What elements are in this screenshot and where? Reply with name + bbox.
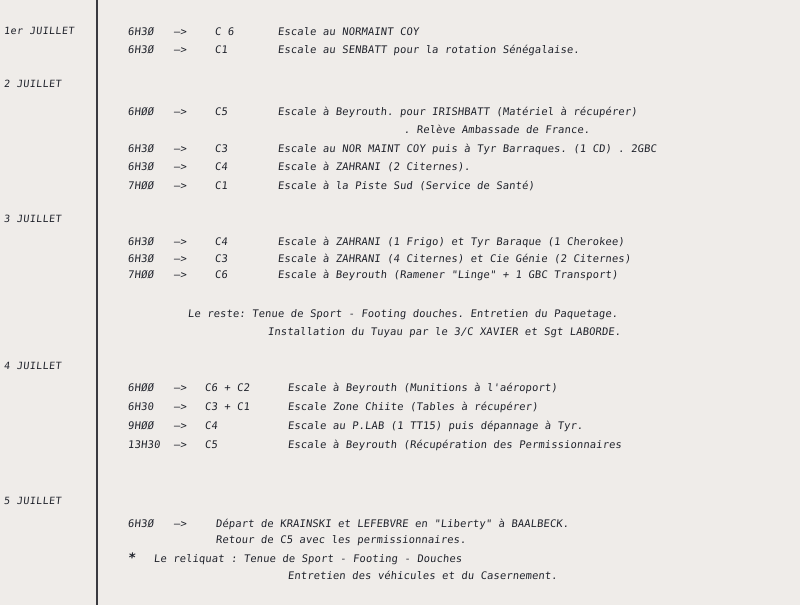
arrow-icon: —>	[173, 143, 188, 155]
day-date: 5 JUILLET	[3, 496, 63, 507]
entry-time: 6HØØ	[127, 106, 155, 118]
entry-unit: C4	[204, 420, 219, 432]
entry-text: Escale à Beyrouth. pour IRISHBATT (Matériel à récupérer)	[277, 106, 639, 118]
entry-unit: C1	[214, 44, 229, 56]
entry-time: 6H3Ø	[127, 26, 155, 38]
entry-unit: C5	[214, 106, 229, 118]
entry-time: 9HØØ	[127, 420, 155, 432]
entry-unit: C1	[214, 180, 229, 192]
arrow-icon: —>	[173, 420, 188, 432]
arrow-icon: —>	[173, 236, 188, 248]
entry-unit: C4	[214, 161, 229, 173]
day-date: 1er JUILLET	[3, 26, 76, 37]
entry-time: 6H3Ø	[127, 143, 155, 155]
entry-text: Escale Zone Chiite (Tables à récupérer)	[287, 401, 540, 413]
entry-unit: C3	[214, 253, 229, 265]
entry-time: 6H3Ø	[127, 518, 155, 530]
entry-text: Départ de KRAINSKI et LEFEBVRE en "Liberty" à BAALBECK.	[215, 518, 570, 530]
entry-text: Escale à ZAHRANI (2 Citernes).	[277, 161, 472, 173]
entry-unit: C6 + C2	[204, 382, 251, 394]
entry-continuation: Retour de C5 avec les permissionnaires.	[215, 534, 468, 546]
entry-time: 6H3Ø	[127, 236, 155, 248]
entry-text: Escale à Beyrouth (Munitions à l'aéroport)	[287, 382, 559, 394]
entry-text: Escale à la Piste Sud (Service de Santé)	[277, 180, 536, 192]
day-date: 2 JUILLET	[3, 79, 63, 90]
entry-text: Escale à ZAHRANI (4 Citernes) et Cie Génie (2 Citernes)	[277, 253, 632, 265]
entry-time: 6HØØ	[127, 382, 155, 394]
day-date: 3 JUILLET	[3, 214, 63, 225]
entry-text: Escale au NORMAINT COY	[277, 26, 420, 38]
arrow-icon: —>	[173, 382, 188, 394]
arrow-icon: —>	[173, 26, 188, 38]
entry-unit: C3 + C1	[204, 401, 251, 413]
margin-line	[96, 0, 98, 605]
entry-text: Escale au SENBATT pour la rotation Sénégalaise.	[277, 44, 581, 56]
entry-time: 6H3Ø	[127, 161, 155, 173]
entry-text: Escale à ZAHRANI (1 Frigo) et Tyr Baraque (1 Cherokee)	[277, 236, 626, 248]
entry-text: Escale à Beyrouth (Récupération des Permissionnaires	[287, 439, 623, 451]
note-line: Entretien des véhicules et du Casernement.	[287, 570, 559, 582]
arrow-icon: —>	[173, 439, 188, 451]
note-line: Le reste: Tenue de Sport - Footing douches. Entretien du Paquetage.	[187, 308, 619, 320]
entry-text: Escale au P.LAB (1 TT15) puis dépannage à Tyr.	[287, 420, 585, 432]
entry-time: 6H3Ø	[127, 44, 155, 56]
entry-unit: C3	[214, 143, 229, 155]
arrow-icon: —>	[173, 269, 188, 281]
entry-time: 13H30	[127, 439, 162, 451]
note-line: Installation du Tuyau par le 3/C XAVIER et Sgt LABORDE.	[267, 326, 622, 338]
arrow-icon: —>	[173, 253, 188, 265]
entry-time: 6H30	[127, 401, 155, 413]
entry-time: 7HØØ	[127, 269, 155, 281]
entry-unit: C5	[204, 439, 219, 451]
arrow-icon: —>	[173, 401, 188, 413]
entry-continuation: . Relève Ambassade de France.	[403, 124, 591, 136]
day-date: 4 JUILLET	[3, 361, 63, 372]
asterisk-icon: *	[127, 551, 137, 566]
entry-text: Escale à Beyrouth (Ramener "Linge" + 1 GBC Transport)	[277, 269, 619, 281]
entry-time: 6H3Ø	[127, 253, 155, 265]
arrow-icon: —>	[173, 44, 188, 56]
entry-unit: C 6	[214, 26, 235, 38]
note-line: Le reliquat : Tenue de Sport - Footing - Douches	[153, 553, 463, 565]
entry-text: Escale au NOR MAINT COY puis à Tyr Barraques. (1 CD) . 2GBC	[277, 143, 658, 155]
entry-time: 7HØØ	[127, 180, 155, 192]
arrow-icon: —>	[173, 161, 188, 173]
entry-unit: C6	[214, 269, 229, 281]
arrow-icon: —>	[173, 180, 188, 192]
arrow-icon: —>	[173, 106, 188, 118]
arrow-icon: —>	[173, 518, 188, 530]
entry-unit: C4	[214, 236, 229, 248]
